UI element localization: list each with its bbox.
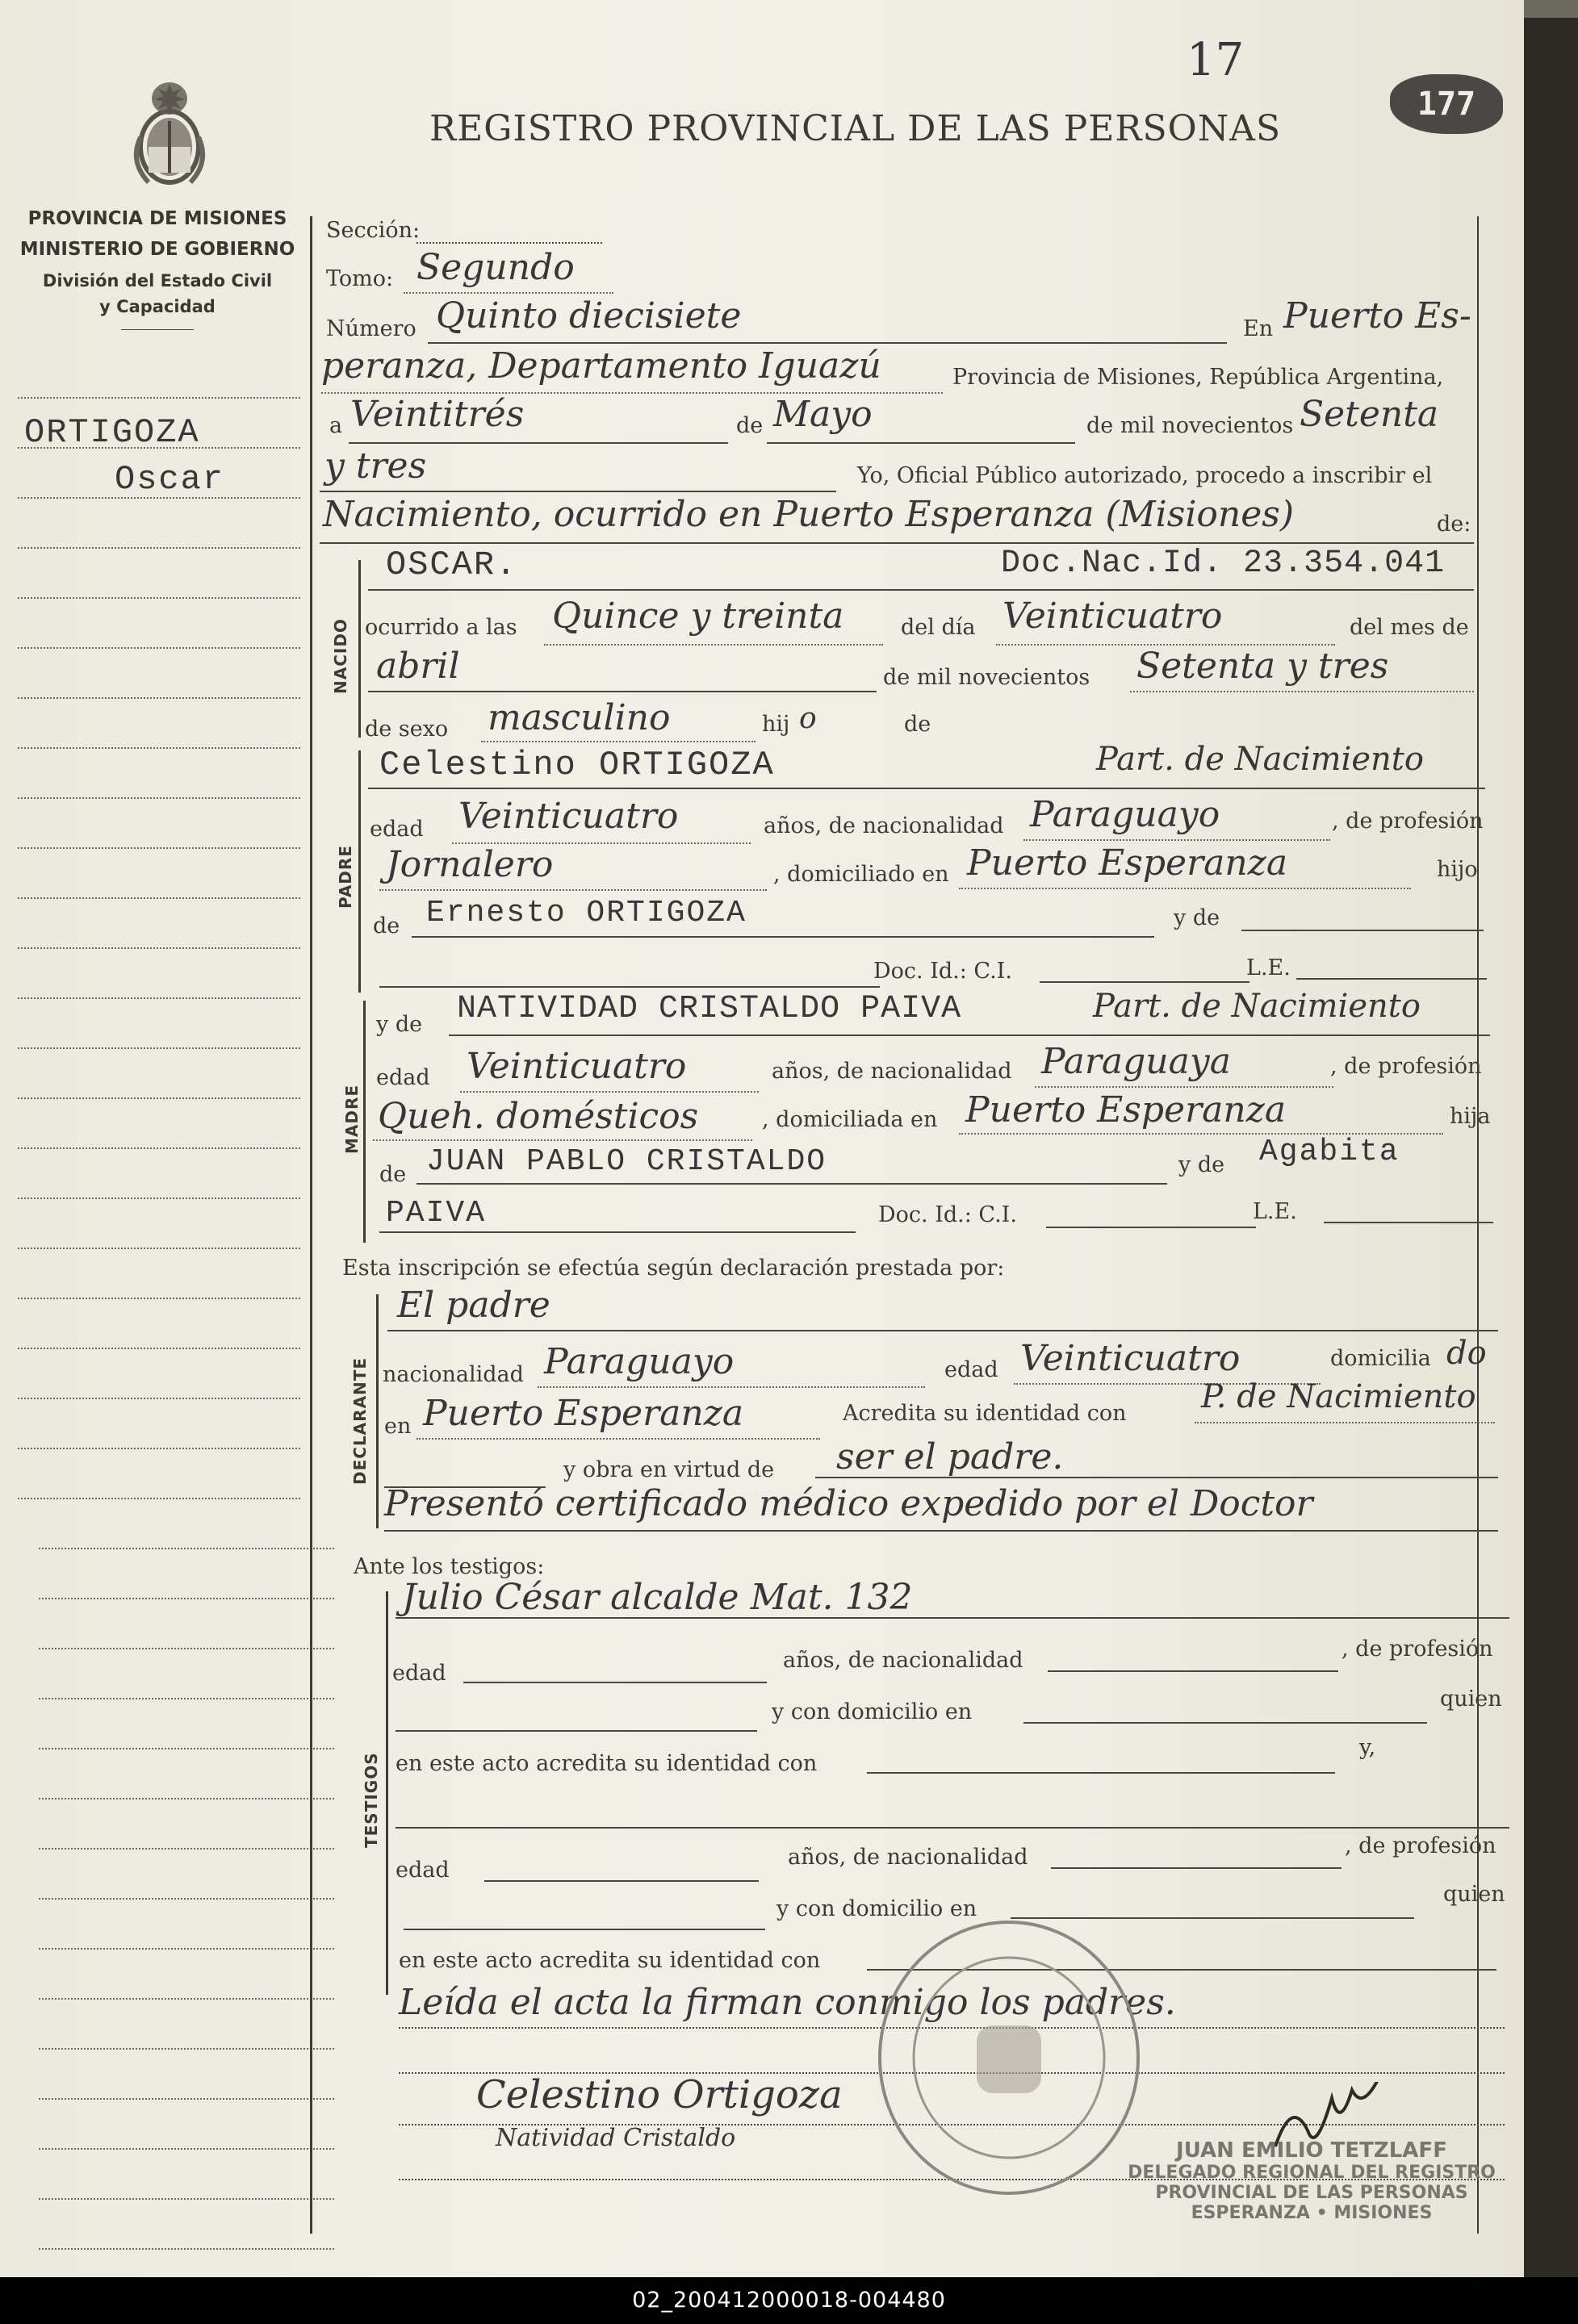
declarante-virtud-value: ser el padre. xyxy=(836,1436,1064,1478)
margin-line xyxy=(18,1047,300,1049)
declarante-en-label: en xyxy=(384,1414,412,1439)
padre-mother-line xyxy=(1241,930,1484,931)
madre-hija-label: hija xyxy=(1450,1104,1491,1129)
madre-part: Part. de Nacimiento xyxy=(1093,988,1421,1025)
declarante-en-line xyxy=(416,1438,820,1440)
declarante-virtud-label: y obra en virtud de xyxy=(563,1457,775,1482)
margin-line xyxy=(18,847,300,849)
margin-line xyxy=(18,1298,300,1299)
declarante-en-value: Puerto Esperanza xyxy=(423,1393,744,1434)
padre-doc-line xyxy=(1040,981,1249,983)
testigo1-edad-line xyxy=(463,1682,767,1683)
place-value: peranza, Departamento Iguazú xyxy=(321,345,881,387)
seccion-line xyxy=(416,242,602,244)
testigo2-acto-label: en este acto acredita su identidad con xyxy=(399,1948,821,1973)
testigo1-acto-label: en este acto acredita su identidad con xyxy=(396,1751,818,1776)
division-label-2: y Capacidad xyxy=(99,297,216,316)
padre-border xyxy=(358,750,361,993)
testigo2-name-line xyxy=(396,1827,1509,1829)
margin-line xyxy=(39,1798,334,1799)
margin-line xyxy=(39,1598,334,1599)
margin-line xyxy=(39,1998,334,2000)
margin-line xyxy=(39,1548,334,1549)
declarante-by: El padre xyxy=(397,1285,550,1326)
margin-line xyxy=(39,1748,334,1749)
madre-dom-value: Puerto Esperanza xyxy=(965,1089,1287,1131)
declarante-nac-value: Paraguayo xyxy=(544,1341,735,1382)
testigos-witness-line xyxy=(396,1617,1509,1619)
page-number: 17 xyxy=(1187,34,1245,86)
tomo-label: Tomo: xyxy=(326,266,394,291)
hora-line xyxy=(544,644,883,646)
declarante-by-line xyxy=(387,1330,1498,1331)
a-label: a xyxy=(329,413,343,438)
testigo1-dom-line xyxy=(1023,1722,1427,1724)
nacido-border xyxy=(358,560,361,738)
madre-mother-value-2: PAIVA xyxy=(386,1196,487,1231)
nacido-de-label: de xyxy=(904,712,931,737)
leida-value: Leída el acta la firman conmigo los padres. xyxy=(399,1982,1176,2023)
nacido-section-label: NACIDO xyxy=(331,618,350,694)
declarante-note-line xyxy=(384,1530,1498,1532)
margin-line xyxy=(18,1398,300,1399)
seccion-label: Sección: xyxy=(326,218,421,243)
mes-value: abril xyxy=(376,646,460,687)
form-left-border xyxy=(310,216,312,2234)
margin-line xyxy=(18,797,300,799)
margin-line xyxy=(18,547,300,549)
padre-dom-line xyxy=(959,888,1411,889)
padre-prof-value: Jornalero xyxy=(386,844,554,885)
margin-line xyxy=(18,997,300,999)
nacido-name: OSCAR. xyxy=(386,545,518,584)
margin-line xyxy=(18,397,300,399)
declarante-edad-value: Veinticuatro xyxy=(1020,1338,1241,1379)
testigo1-edad-label: edad xyxy=(392,1661,446,1686)
margin-line xyxy=(39,1848,334,1850)
margin-line xyxy=(39,2148,334,2150)
official-seal-icon xyxy=(872,1912,1146,2203)
province-label: PROVINCIA DE MISIONES xyxy=(27,208,287,229)
madre-yde2-label: y de xyxy=(1178,1152,1225,1177)
tomo-value: Segundo xyxy=(416,247,575,288)
sexo-label: de sexo xyxy=(365,717,449,742)
division-label: División del Estado Civil xyxy=(42,271,273,290)
margin-line xyxy=(18,747,300,749)
margin-line xyxy=(18,897,300,899)
header-rule xyxy=(121,329,194,330)
numero-line xyxy=(428,342,1227,344)
declarante-dom-suffix: do xyxy=(1446,1335,1487,1372)
declarante-note: Presentó certificado médico expedido por el Doctor xyxy=(384,1483,1313,1524)
madre-le-line xyxy=(1324,1222,1493,1223)
testigos-intro: Ante los testigos: xyxy=(354,1554,545,1579)
official-title-3: ESPERANZA • MISIONES xyxy=(1191,2203,1433,2223)
month-line xyxy=(767,442,1075,444)
margin-name: Oscar xyxy=(115,460,225,499)
testigo2-nac-label: años, de nacionalidad xyxy=(788,1845,1028,1870)
official-title-1: DELEGADO REGIONAL DEL REGISTRO xyxy=(1128,2163,1496,2183)
hora-value: Quince y treinta xyxy=(552,596,844,637)
padre-edad-value: Veinticuatro xyxy=(458,796,679,837)
padre-nac-line xyxy=(1023,839,1330,841)
padre-doc-label: Doc. Id.: C.I. xyxy=(873,959,1012,984)
sexo-line xyxy=(481,741,756,742)
margin-line xyxy=(39,1898,334,1900)
form-right-border xyxy=(1477,216,1479,2234)
anio-label: de mil novecientos xyxy=(883,665,1090,690)
image-caption: 02_200412000018-004480 xyxy=(0,2277,1578,2324)
madre-de-label: de xyxy=(379,1162,407,1187)
testigo2-prof-line xyxy=(404,1929,765,1930)
ocurrido-label: ocurrido a las xyxy=(365,615,517,640)
official-name: JUAN EMILIO TETZLAFF xyxy=(1176,2138,1447,2163)
margin-line xyxy=(18,697,300,699)
testigo1-y-label: y, xyxy=(1359,1735,1376,1760)
testigo2-quien-label: quien xyxy=(1443,1882,1505,1907)
padre-extra-line xyxy=(379,986,880,988)
madre-doc-label: Doc. Id.: C.I. xyxy=(878,1202,1017,1227)
margin-line xyxy=(18,1198,300,1199)
padre-de-label: de xyxy=(373,913,400,938)
testigo1-prof-label: , de profesión xyxy=(1342,1636,1493,1661)
anio-line xyxy=(1130,691,1474,692)
provincia-label: Provincia de Misiones, República Argentina, xyxy=(952,365,1444,390)
testigos-border xyxy=(386,1591,388,1995)
madre-dom-label: , domiciliada en xyxy=(762,1107,938,1132)
margin-line xyxy=(18,1498,300,1499)
margin-line xyxy=(39,1948,334,1950)
year-line xyxy=(320,491,836,492)
madre-yde-label: y de xyxy=(376,1012,423,1037)
yo-label: Yo, Oficial Público autorizado, procedo a inscribir el xyxy=(857,463,1433,488)
margin-line xyxy=(18,1097,300,1099)
del-dia-label: del día xyxy=(901,615,976,640)
margin-line xyxy=(39,2098,334,2100)
declarante-border xyxy=(376,1294,379,1528)
padre-nac-label: años, de nacionalidad xyxy=(764,813,1004,838)
madre-name: NATIVIDAD CRISTALDO PAIVA xyxy=(457,991,962,1027)
madre-name-line xyxy=(449,1035,1490,1036)
padre-dom-value: Puerto Esperanza xyxy=(967,842,1288,884)
madre-nac-value: Paraguaya xyxy=(1041,1041,1231,1082)
padre-prof-label: , de profesión xyxy=(1332,809,1484,834)
margin-line xyxy=(18,647,300,649)
madre-father-line xyxy=(416,1183,1167,1185)
testigo1-nac-label: años, de nacionalidad xyxy=(783,1648,1023,1673)
padre-yde-label: y de xyxy=(1174,905,1220,930)
ministry-label: MINISTERIO DE GOBIERNO xyxy=(19,239,295,260)
margin-line xyxy=(18,1248,300,1249)
madre-doc-line xyxy=(1046,1227,1256,1228)
madre-edad-label: edad xyxy=(376,1065,430,1090)
sexo-value: masculino xyxy=(488,697,671,738)
margin-line xyxy=(18,947,300,949)
year-value-1: Setenta xyxy=(1300,394,1439,435)
testigo2-edad-line xyxy=(484,1880,759,1882)
testigo2-nac-line xyxy=(1051,1867,1342,1869)
padre-name-line xyxy=(368,788,1485,789)
madre-edad-value: Veinticuatro xyxy=(467,1046,687,1087)
margin-surname: ORTIGOZA xyxy=(24,413,200,452)
margin-line xyxy=(18,597,300,599)
padre-section-label: PADRE xyxy=(336,845,355,909)
act-value: Nacimiento, ocurrido en Puerto Esperanza (Misiones) xyxy=(323,494,1295,535)
margin-line xyxy=(39,1648,334,1649)
testigo2-dom-label: y con domicilio en xyxy=(776,1896,977,1921)
hijo-label: hij xyxy=(762,712,790,737)
declarante-nac-line xyxy=(538,1386,925,1388)
testigo2-prof-label: , de profesión xyxy=(1345,1833,1496,1858)
padre-prof-line xyxy=(379,889,767,891)
page-stamp: 177 xyxy=(1390,74,1503,134)
act-suffix: de: xyxy=(1437,512,1471,537)
declarante-dom-label: domicilia xyxy=(1330,1346,1431,1371)
margin-line xyxy=(39,1698,334,1699)
madre-prof-line xyxy=(373,1139,752,1141)
signature-father: Celestino Ortigoza xyxy=(476,2072,843,2117)
declarante-acredita-line xyxy=(1195,1422,1495,1423)
mil-label: de mil novecientos xyxy=(1086,413,1294,438)
declarante-nac-label: nacionalidad xyxy=(383,1362,524,1387)
mes-line xyxy=(368,691,877,692)
madre-section-label: MADRE xyxy=(342,1084,362,1154)
anio-value: Setenta y tres xyxy=(1136,646,1389,687)
padre-le-label: L.E. xyxy=(1246,955,1291,980)
dia-value: Veinticuatro xyxy=(1002,596,1223,637)
act-line xyxy=(320,542,1474,544)
madre-edad-line xyxy=(460,1091,759,1093)
declarante-acredita-label: Acredita su identidad con xyxy=(843,1401,1127,1426)
testigos-witness: Julio César alcalde Mat. 132 xyxy=(402,1577,913,1618)
signature-mother: Natividad Cristaldo xyxy=(496,2124,736,2152)
day-line xyxy=(349,442,728,444)
declarante-intro: Esta inscripción se efectúa según declaración prestada por: xyxy=(342,1256,1005,1281)
madre-le-label: L.E. xyxy=(1253,1199,1297,1224)
madre-nac-line xyxy=(1035,1086,1333,1088)
madre-mother-line xyxy=(379,1231,856,1233)
nacido-name-line xyxy=(368,589,1474,591)
day-value: Veintitrés xyxy=(350,394,525,435)
testigo1-prof-line xyxy=(396,1730,757,1732)
testigos-section-label: TESTIGOS xyxy=(362,1752,381,1848)
year-value-2: y tres xyxy=(324,445,427,487)
numero-label: Número xyxy=(326,316,416,341)
en-label: En xyxy=(1243,316,1274,341)
margin-line xyxy=(39,2198,334,2200)
declarante-virtud-line xyxy=(815,1477,1498,1478)
madre-nac-label: años, de nacionalidad xyxy=(772,1059,1012,1084)
margin-line xyxy=(18,1348,300,1349)
padre-father-value: Ernesto ORTIGOZA xyxy=(426,896,747,930)
testigo1-acto-line xyxy=(867,1772,1335,1774)
padre-dom-label: , domiciliado en xyxy=(773,862,949,887)
padre-nac-value: Paraguayo xyxy=(1030,794,1220,835)
official-title-2: PROVINCIAL DE LAS PERSONAS xyxy=(1155,2183,1468,2203)
madre-father-value: JUAN PABLO CRISTALDO xyxy=(426,1144,827,1179)
margin-line xyxy=(39,2248,334,2250)
madre-prof-label: , de profesión xyxy=(1330,1054,1482,1079)
margin-line xyxy=(18,1448,300,1449)
padre-name: Celestino ORTIGOZA xyxy=(379,746,775,784)
document-title: REGISTRO PROVINCIAL DE LAS PERSONAS xyxy=(429,108,1282,149)
testigo1-dom-label: y con domicilio en xyxy=(772,1699,973,1724)
declarante-edad-label: edad xyxy=(944,1357,998,1382)
testigo1-nac-line xyxy=(1048,1670,1338,1672)
mes-label: del mes de xyxy=(1350,615,1469,640)
numero-value: Quinto diecisiete xyxy=(436,295,742,336)
margin-line xyxy=(18,1147,300,1149)
nacido-doc: Doc.Nac.Id. 23.354.041 xyxy=(1001,545,1446,582)
padre-hijo-label: hijo xyxy=(1437,857,1478,882)
tomo-line xyxy=(404,292,613,294)
testigo2-edad-label: edad xyxy=(396,1858,450,1883)
month-value: Mayo xyxy=(773,394,873,435)
madre-prof-value: Queh. domésticos xyxy=(378,1096,699,1137)
padre-father-line xyxy=(412,936,1154,938)
madre-border xyxy=(363,1001,366,1243)
padre-edad-label: edad xyxy=(370,817,424,842)
en-value: Puerto Es- xyxy=(1283,295,1471,336)
coat-of-arms-icon xyxy=(121,73,218,194)
margin-line xyxy=(39,2048,334,2050)
padre-part: Part. de Nacimiento xyxy=(1096,741,1424,778)
declarante-acredita-value: P. de Nacimiento xyxy=(1201,1378,1476,1415)
testigo1-quien-label: quien xyxy=(1440,1687,1502,1712)
hijo-suffix: o xyxy=(799,702,817,735)
padre-le-line xyxy=(1296,978,1487,980)
madre-mother-value: Agabita xyxy=(1259,1135,1400,1169)
declarante-section-label: DECLARANTE xyxy=(350,1356,370,1485)
de-label: de xyxy=(736,413,764,438)
